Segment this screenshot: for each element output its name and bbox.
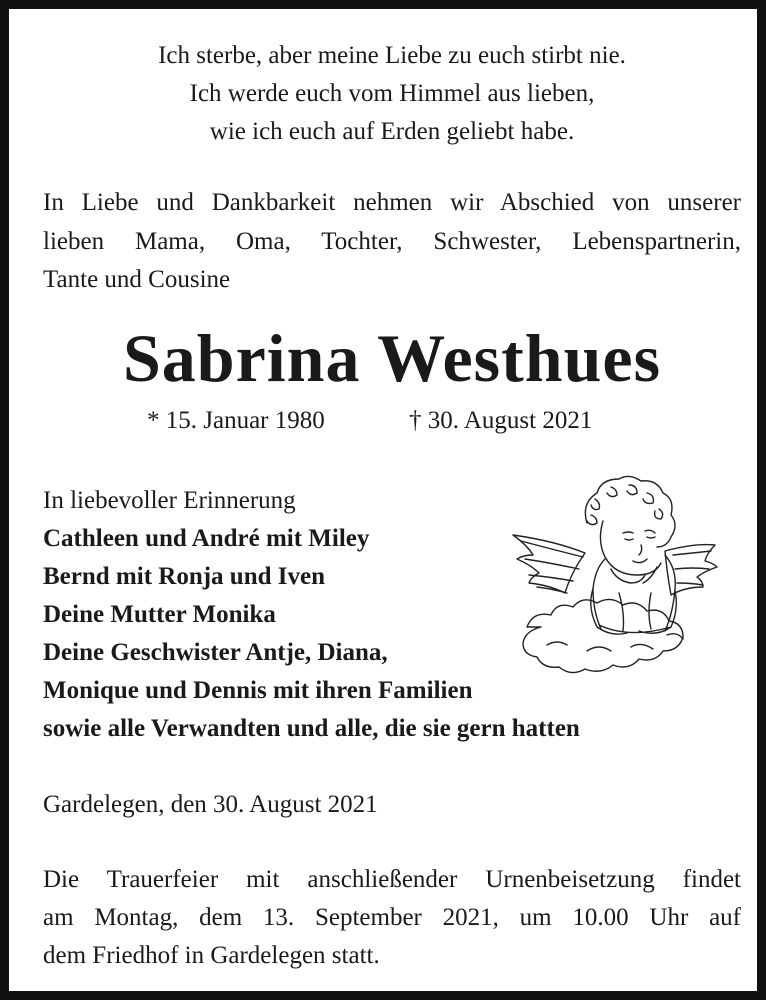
funeral-line-2: am Montag, dem 13. September 2021, um 10.00 Uhr auf [43, 904, 741, 931]
deceased-name: Sabrina Westhues [122, 320, 662, 396]
funeral-line-1: Die Trauerfeier mit anschließender Urnenbeisetzung findet [43, 866, 741, 893]
intro-line-3: Tante und Cousine [43, 266, 231, 293]
poem-line-3: wie ich euch auf Erden geliebt habe. [209, 118, 575, 145]
mourners-heading: In liebevoller Erinnerung [43, 487, 296, 514]
poem-line-1: Ich sterbe, aber meine Liebe zu euch stirbt nie. [158, 42, 626, 69]
poem-line-2: Ich werde euch vom Himmel aus lieben, [189, 80, 595, 107]
birth-date: * 15. Januar 1980 [147, 407, 325, 434]
funeral-line-3: dem Friedhof in Gardelegen statt. [43, 942, 380, 969]
intro-line-2: lieben Mama, Oma, Tochter, Schwester, Lebenspartnerin, [43, 228, 741, 255]
mourner-line-5: Monique und Dennis mit ihren Familien [43, 677, 473, 704]
intro-line-1: In Liebe und Dankbarkeit nehmen wir Abschied von unserer [43, 189, 741, 216]
cherub-angel-icon [507, 475, 721, 681]
mourner-line-2: Bernd mit Ronja und Iven [43, 563, 325, 590]
mourner-line-4: Deine Geschwister Antje, Diana, [43, 639, 388, 666]
mourner-line-1: Cathleen und André mit Miley [43, 525, 370, 552]
death-date: † 30. August 2021 [409, 407, 593, 434]
place-date: Gardelegen, den 30. August 2021 [43, 791, 378, 818]
mourner-line-3: Deine Mutter Monika [43, 601, 276, 628]
mourner-line-6: sowie alle Verwandten und alle, die sie gern hatten [43, 715, 580, 742]
